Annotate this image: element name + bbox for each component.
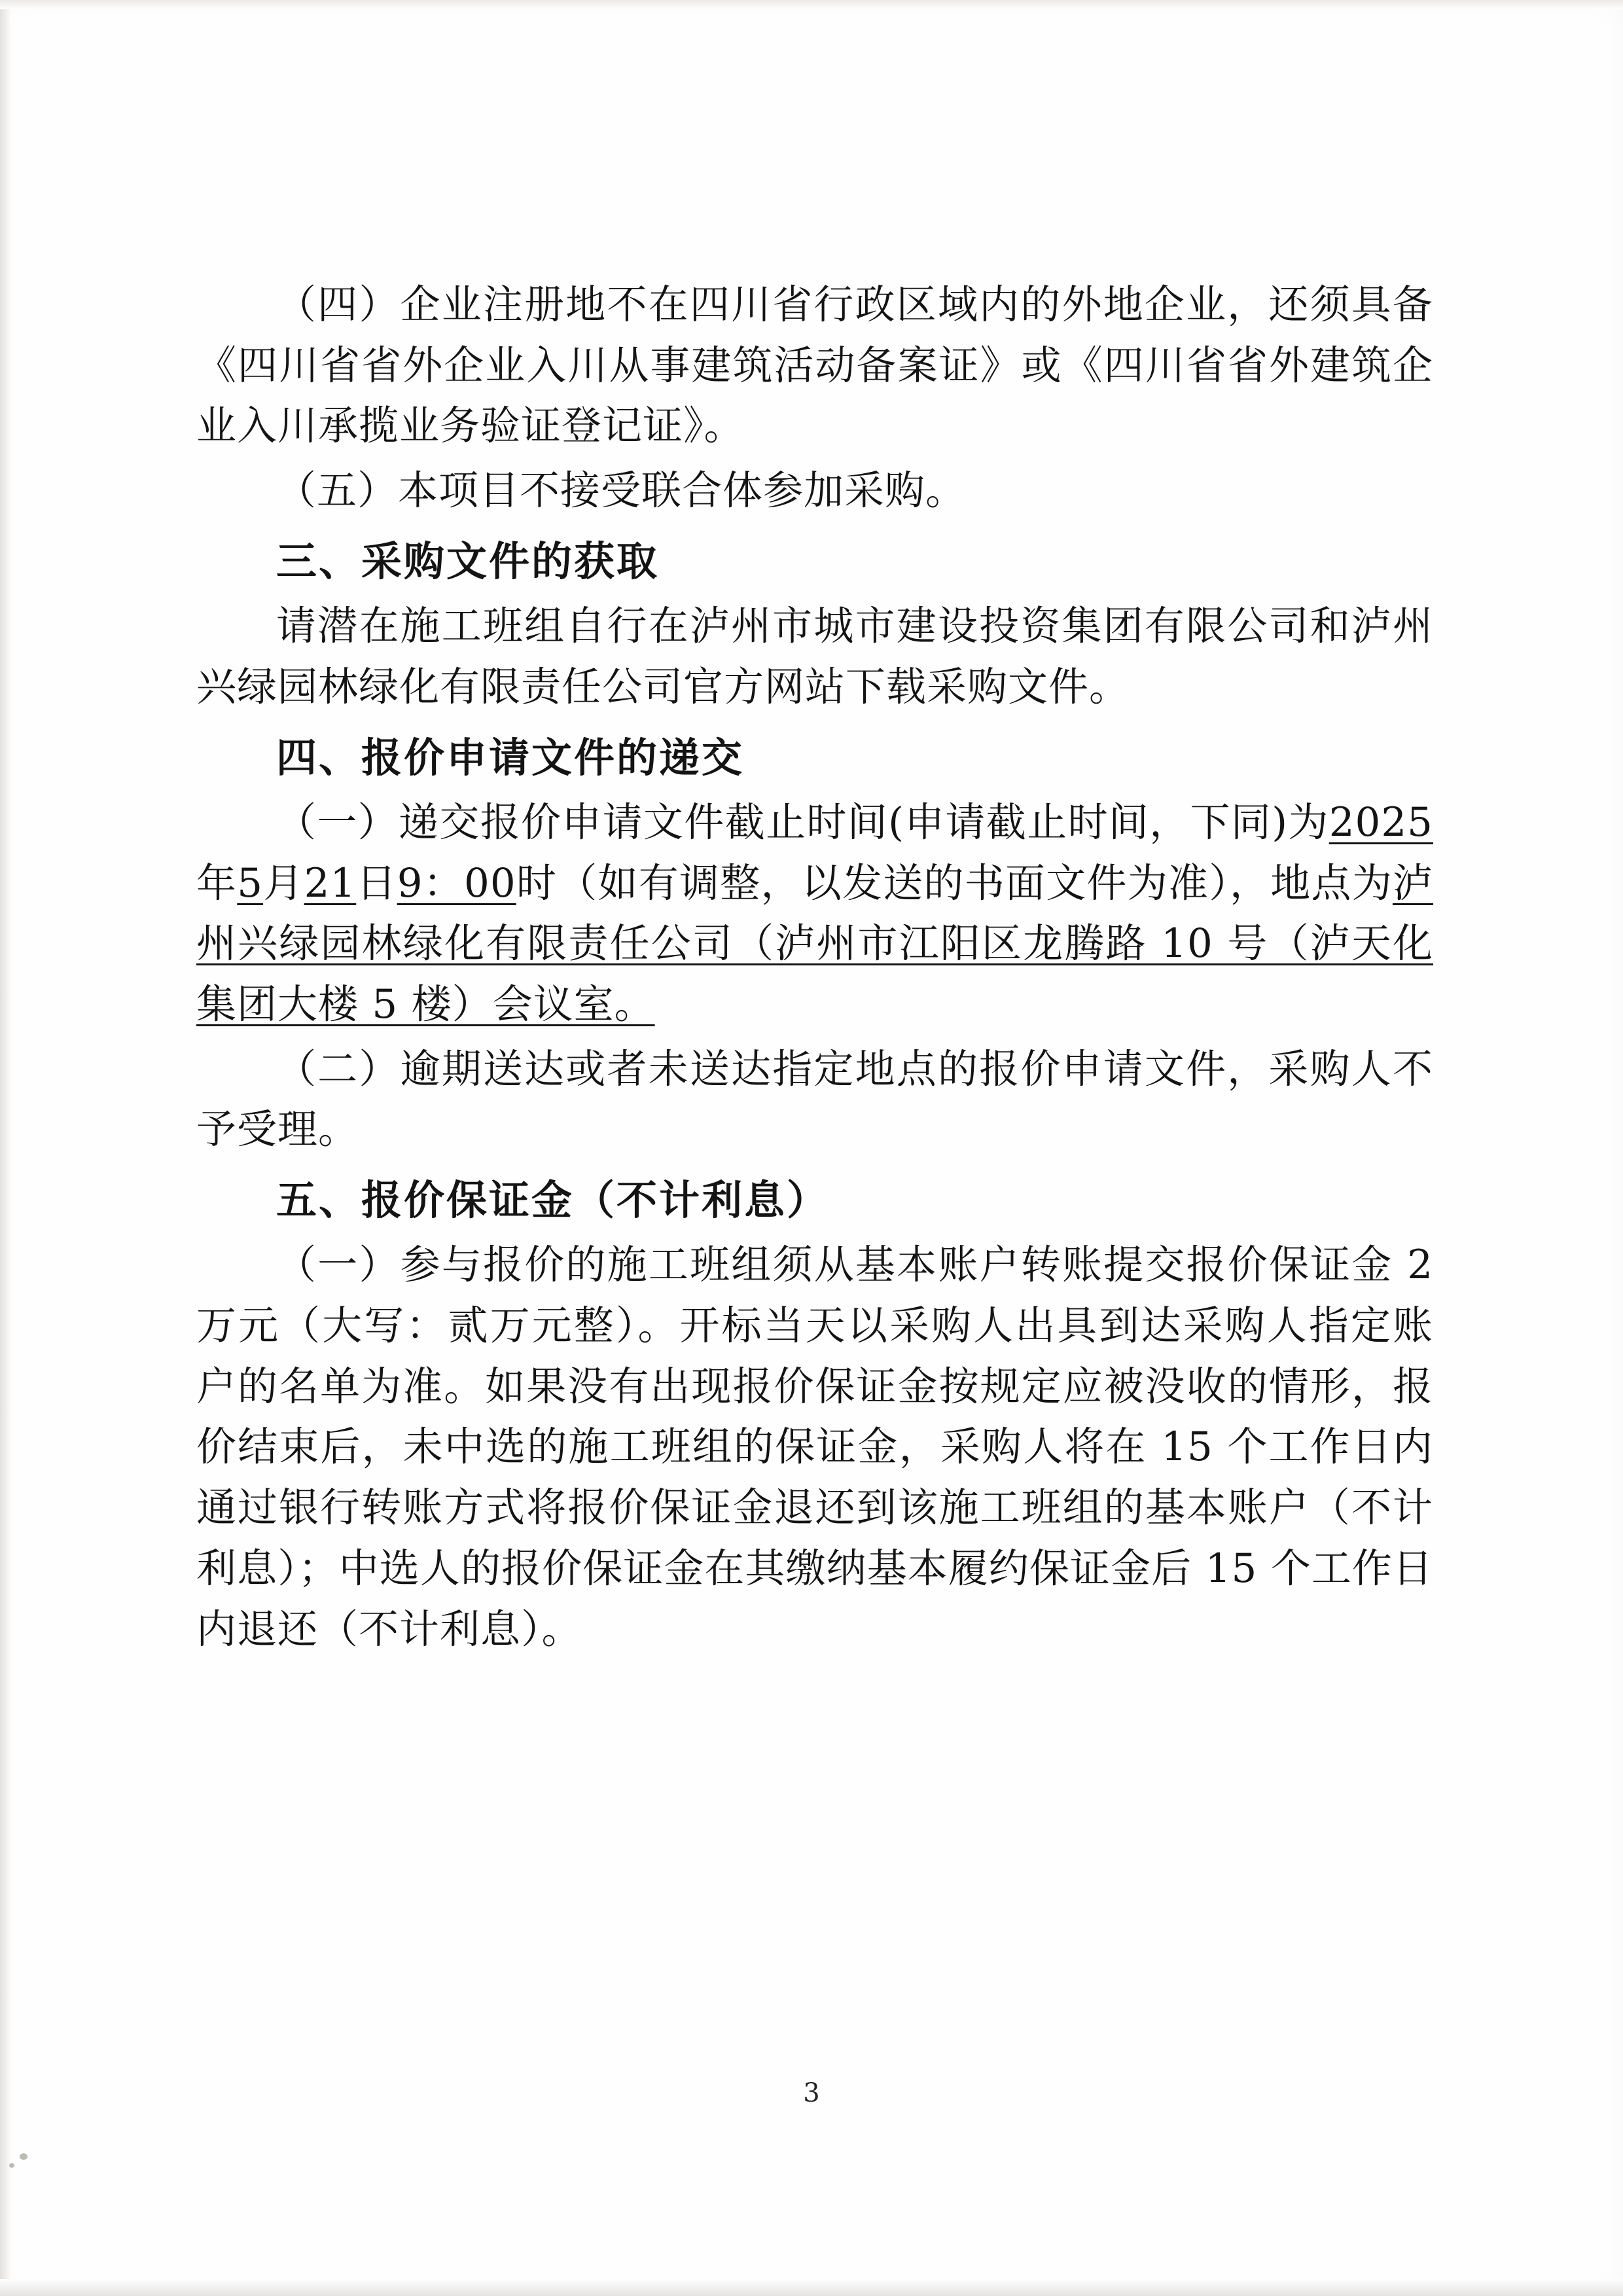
submission-time-value: 9：00 xyxy=(397,859,516,906)
page-number: 3 xyxy=(803,2078,820,2108)
submission-year-value: 2025 xyxy=(1329,798,1433,846)
paragraph-section-three-body: 请潜在施工班组自行在泸州市城市建设投资集团有限公司和泸州兴绿园林绿化有限责任公司官方网站下载采购文件。 xyxy=(196,603,1433,710)
scan-speck xyxy=(9,2163,14,2168)
submission-month-value: 5 xyxy=(237,859,264,906)
submission-mid: （如有调整，以发送的书面文件为准），地点为 xyxy=(557,859,1393,906)
submission-day-value: 21 xyxy=(304,859,357,906)
submission-month-label: 月 xyxy=(263,859,304,906)
submission-day-label: 日 xyxy=(356,859,397,906)
heading-section-five: 五、报价保证金（不计利息） xyxy=(276,1176,830,1225)
submission-year-label: 年 xyxy=(196,859,238,906)
submission-time-label: 时 xyxy=(516,859,558,906)
paragraph-submission-clause xyxy=(196,793,1433,1035)
heading-section-three: 三、采购文件的获取 xyxy=(276,537,660,585)
heading-section-four: 四、报价申请文件的递交 xyxy=(276,733,745,781)
scan-edge-top xyxy=(0,0,1623,9)
paragraph-clause-five: （五）本项目不接受联合体参加采购。 xyxy=(276,467,967,514)
paragraph-deposit-clause: （一）参与报价的施工班组须从基本账户转账提交报价保证金 2 万元（大写：贰万元整）。开标当天以采购人出具到达采购人指定账户的名单为准。如果没有出现报价保证金按规定应被没收的情形，报价结束后，未中选的施工班组的保证金，采购人将在 15 个工作日内通过银行转账方式将报价保证金退还到该施工班组的基本账户（不计利息）；中选人的报价保证金在其缴纳基本履约保证金后 15 个工作日内退还（不计利息）。 xyxy=(196,1242,1433,1653)
scan-speck xyxy=(20,2153,27,2160)
document-body xyxy=(196,275,1433,1664)
paragraph-late-clause: （二）逾期送达或者未送达指定地点的报价申请文件，采购人不予受理。 xyxy=(196,1045,1433,1153)
scan-edge-left xyxy=(0,0,12,2296)
paragraph-clause-four: （四）企业注册地不在四川省行政区域内的外地企业，还须具备《四川省省外企业入川从事建筑活动备案证》或《四川省省外建筑企业入川承揽业务验证登记证》。 xyxy=(196,281,1433,450)
scan-edge-bottom xyxy=(0,2279,1623,2296)
submission-lead: （一）递交报价申请文件截止时间(申请截止时间，下同)为 xyxy=(276,798,1329,846)
submission-place: 泸州兴绿园林绿化有限责任公司（泸州市江阳区龙腾路 10 号（泸天化集团大楼 5 楼）会议室。 xyxy=(196,859,1433,1028)
